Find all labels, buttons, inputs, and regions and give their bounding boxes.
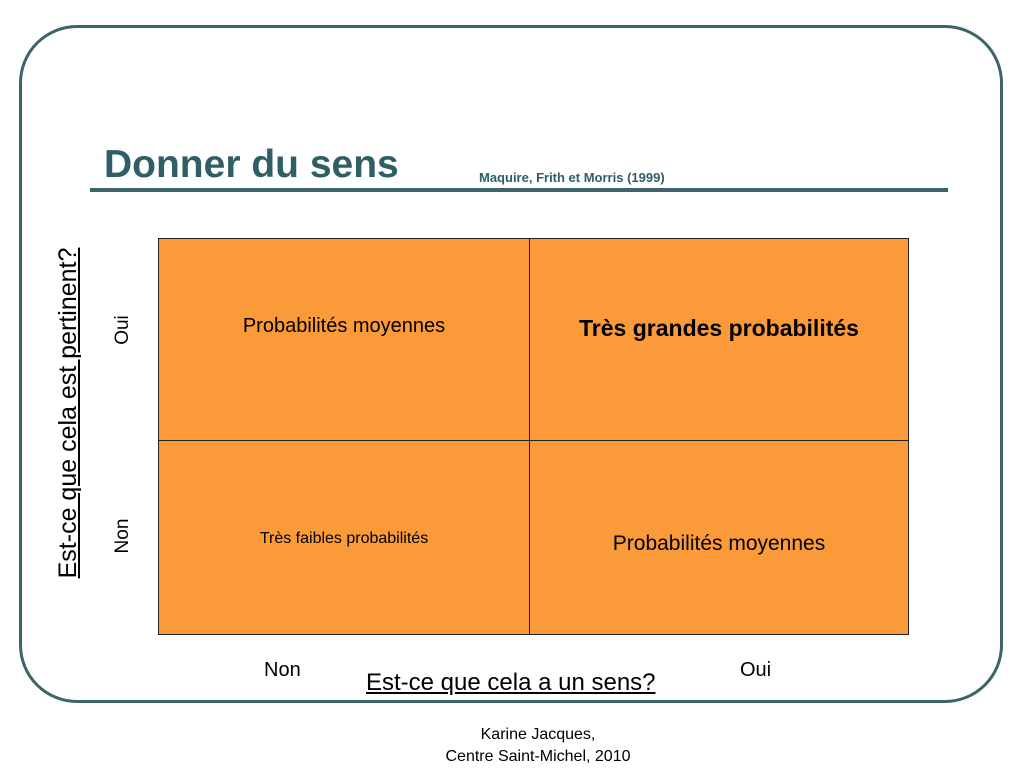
cell-label: Probabilités moyennes: [242, 315, 446, 337]
cell-label: Probabilités moyennes: [612, 532, 826, 555]
slide-subtitle: Maquire, Frith et Morris (1999): [479, 170, 665, 185]
matrix-cell-oui-oui: [530, 239, 908, 441]
title-divider: [90, 188, 948, 192]
matrix-cell-non-non: [159, 441, 530, 634]
footer-organization: Centre Saint-Michel, 2010: [445, 748, 631, 765]
cell-label: Très grandes probabilités: [579, 315, 859, 341]
x-axis-label-non: Non: [264, 659, 301, 681]
y-axis-title: Est-ce que cela est pertinent?: [54, 247, 82, 579]
cell-label: Très faibles probabilités: [259, 530, 429, 547]
x-axis-label-oui: Oui: [740, 659, 772, 681]
slide-title: Donner du sens: [104, 143, 399, 186]
footer-author: Karine Jacques,: [480, 726, 596, 743]
matrix-cell-non-oui: [530, 441, 908, 634]
y-axis-label-non: Non: [112, 518, 133, 554]
x-axis-title: Est-ce que cela a un sens?: [366, 669, 656, 696]
decision-matrix: [158, 238, 909, 635]
matrix-cell-oui-non: [159, 239, 530, 441]
y-axis-label-oui: Oui: [112, 315, 133, 345]
